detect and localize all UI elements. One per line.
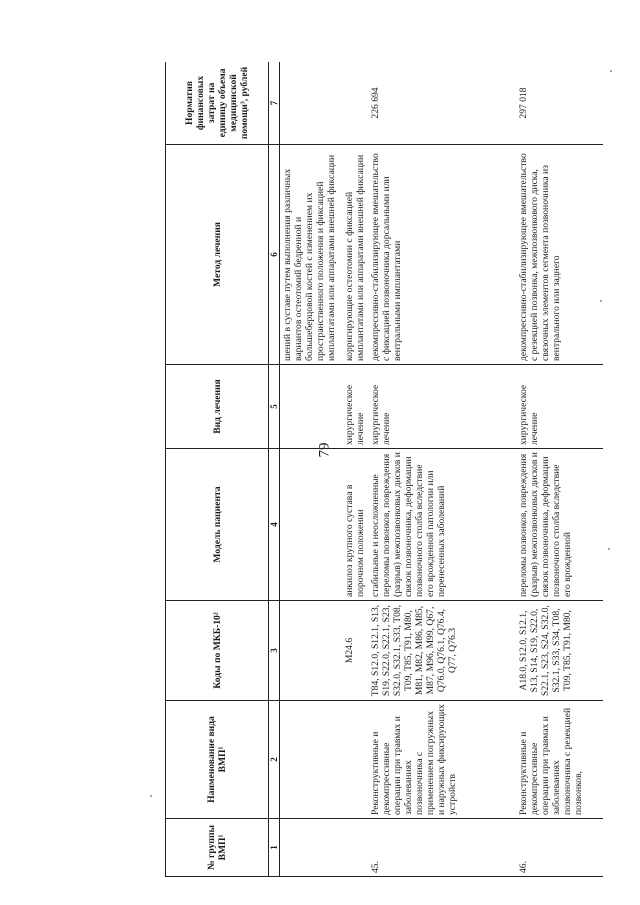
row-46-name: Реконструктивные и декомпрессивные операции при травмах и заболеваниях позвоночника с резекцией позвонков, [516,701,603,819]
header-number-4: 4 [269,449,280,601]
vmp-table [165,62,603,877]
continued-method-b: корригирующие остеотомии с фиксацией имплантатами или аппаратами внешней фиксации [342,145,368,365]
row-45-method: декомпрессивно-стабилизирующее вмешательство с фиксацией позвоночника дорсальными или вентральными имплантатами [368,145,516,365]
continued-method-a: шений в суставе путем выполнения различных вариантов остеотомий бедренной и большеберцовой костей с изменением их пространственного положения и фиксацией имплантатами или аппаратами внешней фиксации [280,145,343,365]
row-45-type: хирургическое лечение [368,365,516,449]
cell-empty [280,62,343,145]
row-45-codes: T84, S12.0, S12.1, S13, S19, S22.0, S22.1, S23, S32.0, S32.1, S33, T08, T09, T85, T91, M80, M81, M82, M86, M85, M87, M96, M99, Q67, Q76.0, Q76.1, Q76.4, Q77, Q76.3 [368,601,516,701]
row-46-cost: 297 018 [516,62,603,145]
continued-type: хирургическое лечение [342,365,368,449]
table-header [166,62,280,877]
cell-empty [280,601,343,701]
header-model: Модель пациента [166,449,269,601]
row-46-method: декомпрессивно-стабилизирующее вмешательство с резекцией позвонка, межпозвонкового диска, связочных элементов сегмента позвоночника из вентрального или заднего [516,145,603,365]
row-46-codes: A18.0, S12.0, S12.1, S13, S14, S19, S22.0, S22.1, S23, S24, S32.0, S32.1, S33, S34, T08, T09, T85, T91, M80, [516,601,603,701]
continued-codes: M24.6 [342,601,368,701]
row-45-model: стабильные и неосложненные переломы позвонков, повреждения (разрыв) межпозвонковых дисков и связок позвоночника, деформации позвоночного столба вследствие его врожденной патологии или перенесенных заболеваний [368,449,516,601]
scan-speck [610,70,612,72]
header-number-5: 5 [269,365,280,449]
header-number-6: 6 [269,145,280,365]
header-number-3: 3 [269,601,280,701]
cell-empty [280,449,343,601]
header-method: Метод лечения [166,145,269,365]
rotated-table-container [165,62,603,877]
cell-empty [342,701,368,819]
cell-empty [280,819,343,877]
continued-row-b [342,62,368,877]
header-number-row [269,62,280,877]
row-46-group: 46. [516,819,603,877]
row-46-model: переломы позвонков, повреждения (разрыв) межпозвонковых дисков и связок позвоночника, деформации позвоночного столба вследствие его врожденной [516,449,603,601]
row-45-group: 45. [368,819,516,877]
scan-speck [608,548,610,550]
continued-row-a [280,62,343,877]
header-name: Наименование вида ВМП¹ [166,701,269,819]
table-row-45 [368,62,516,877]
table-row-46 [516,62,603,877]
cell-empty [280,365,343,449]
row-46-type: хирургическое лечение [516,365,603,449]
header-cost: Норматив финансовых затрат на единицу объема медицинской помощи³, рублей [166,62,269,145]
continued-model: анкилоз крупного сустава в порочном положении [342,449,368,601]
header-number-7: 7 [269,62,280,145]
header-row [166,62,269,877]
rotated-table-area [165,62,603,877]
row-45-name: Реконструктивные и декомпрессивные операции при травмах и заболеваниях позвоночника с применением погружных и наружных фиксирующих устройств [368,701,516,819]
row-45-cost: 226 694 [368,62,516,145]
cell-empty [342,819,368,877]
header-group: № группы ВМП¹ [166,819,269,877]
header-number-1: 1 [269,819,280,877]
header-type: Вид лечения [166,365,269,449]
header-codes: Коды по МКБ-10² [166,601,269,701]
header-number-2: 2 [269,701,280,819]
cell-empty [342,62,368,145]
cell-empty [280,701,343,819]
scan-speck [150,795,152,797]
scan-speck [600,300,602,302]
page-number: 79 [316,442,333,458]
